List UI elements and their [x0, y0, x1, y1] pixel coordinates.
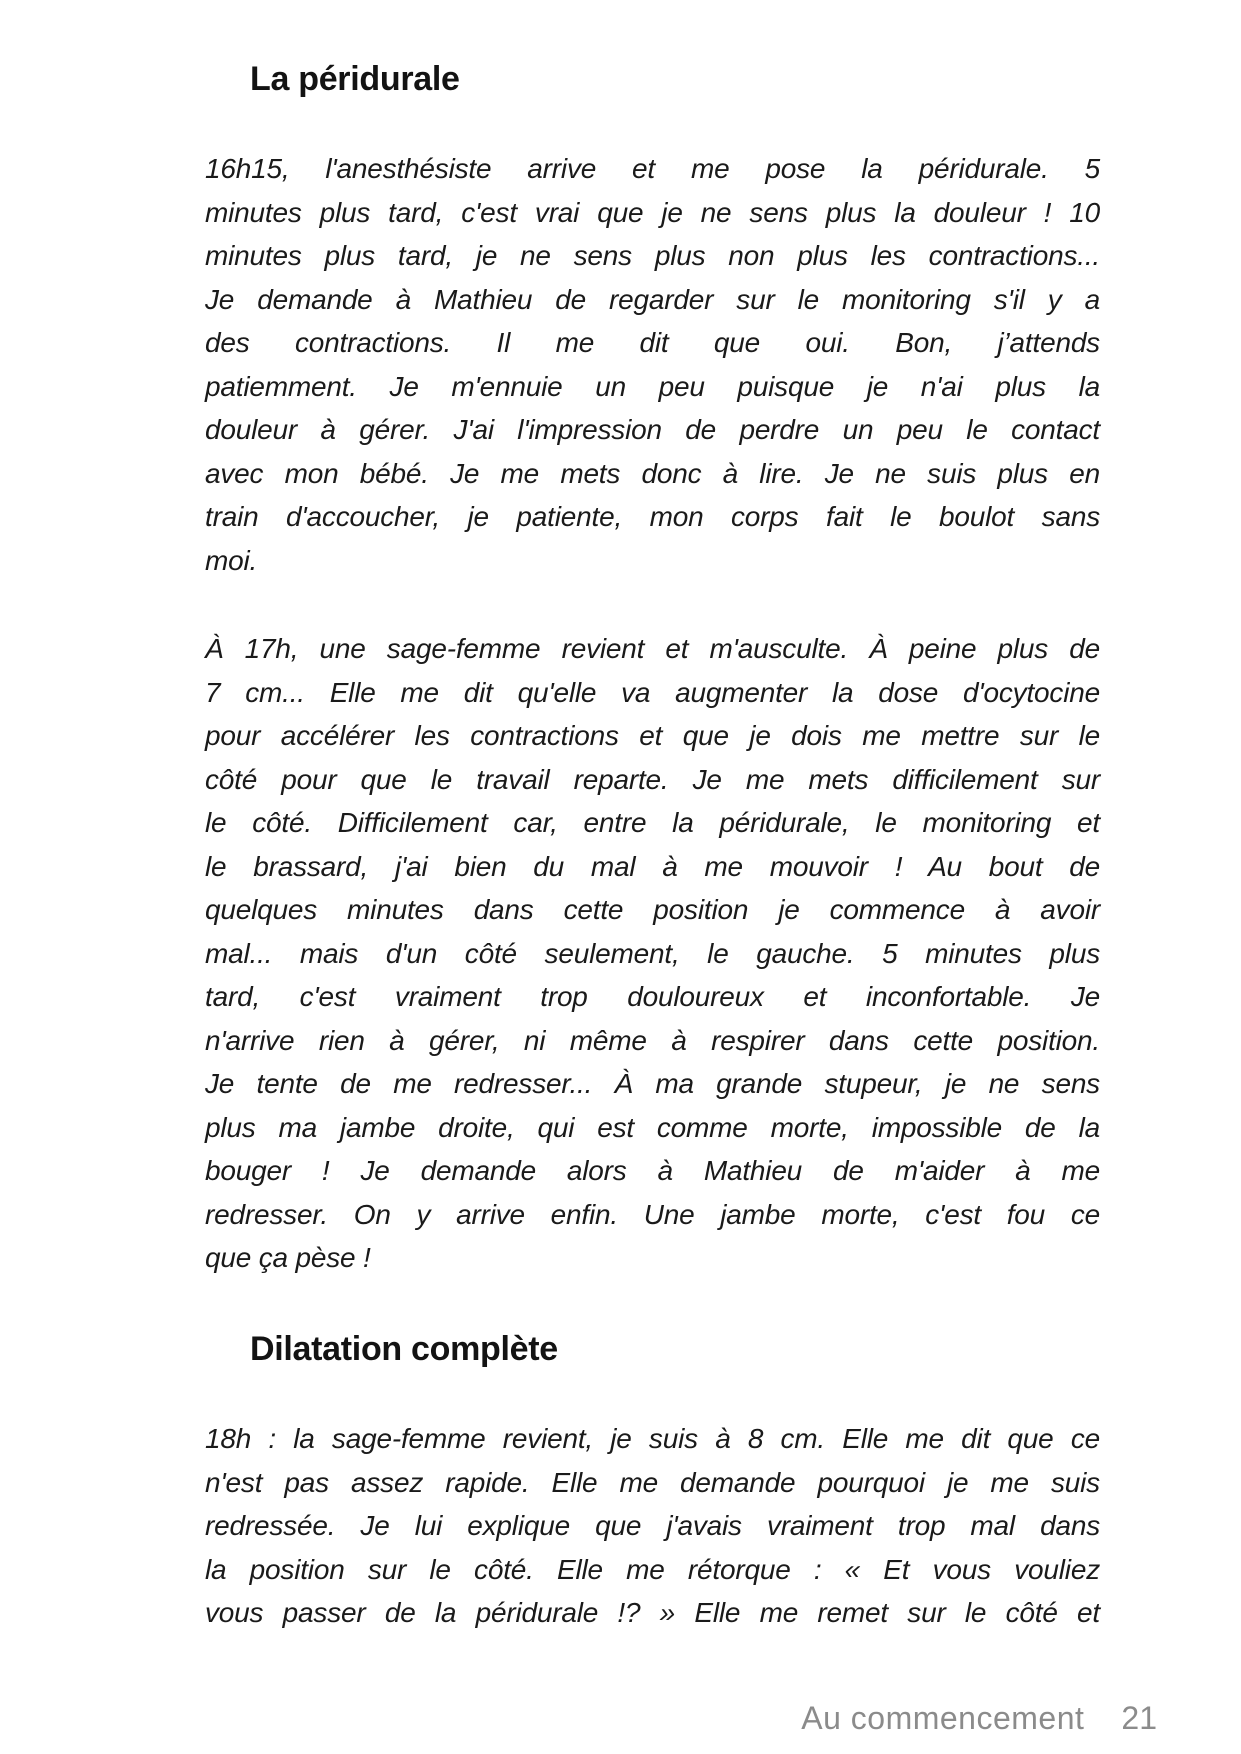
text-line: bouger ! Je demande alors à Mathieu de m'aider à me [205, 1155, 1100, 1186]
text-line: redresser. On y arrive enfin. Une jambe morte, c'est fou ce [205, 1198, 1100, 1230]
text-line: pour accélérer les contractions et que je dois me mettre sur le [205, 720, 1100, 751]
text-line: moi. [205, 544, 258, 576]
text-line: train d'accoucher, je patiente, mon corps fait le boulot sans [205, 501, 1100, 532]
text-line: 18h : la sage-femme revient, je suis à 8 cm. Elle me dit que ce [205, 1423, 1100, 1454]
text-line: tard, c'est vraiment trop douloureux et inconfortable. Je [205, 981, 1100, 1012]
text-line: Je tente de me redresser... À ma grande stupeur, je ne sens [205, 1068, 1100, 1099]
text-line: n'arrive rien à gérer, ni même à respirer dans cette position. [205, 1024, 1100, 1056]
text-line: 7 cm... Elle me dit qu'elle va augmenter la dose d'ocytocine [205, 676, 1100, 708]
text-line: plus ma jambe droite, qui est comme morte, impossible de la [205, 1111, 1100, 1143]
text-line: À 17h, une sage-femme revient et m'ausculte. À peine plus de [205, 633, 1100, 664]
page-footer [801, 1700, 1157, 1736]
section-heading-dilatation-complete: Dilatation complète [250, 1330, 558, 1368]
text-line: mal... mais d'un côté seulement, le gauche. 5 minutes plus [205, 937, 1100, 969]
text-line: 16h15, l'anesthésiste arrive et me pose la péridurale. 5 [205, 153, 1100, 184]
paragraph-epidural [205, 147, 1100, 582]
paragraph-18h [205, 1417, 1100, 1635]
text-line: patiemment. Je m'ennuie un peu puisque je n'ai plus la [205, 370, 1100, 402]
text-line: le brassard, j'ai bien du mal à me mouvoir ! Au bout de [205, 850, 1100, 882]
text-line: côté pour que le travail reparte. Je me mets difficilement sur [205, 763, 1100, 795]
text-line: vous passer de la péridurale !? » Elle me remet sur le côté et [205, 1597, 1100, 1628]
text-line: des contractions. Il me dit que oui. Bon, j’attends [205, 327, 1100, 358]
text-line: minutes plus tard, je ne sens plus non plus les contractions... [205, 240, 1100, 271]
text-line: n'est pas assez rapide. Elle me demande pourquoi je me suis [205, 1466, 1100, 1498]
text-line: redressée. Je lui explique que j'avais vraiment trop mal dans [205, 1510, 1100, 1541]
text-line: la position sur le côté. Elle me rétorque : « Et vous vouliez [205, 1553, 1100, 1585]
text-line: quelques minutes dans cette position je commence à avoir [205, 894, 1100, 925]
running-chapter-title: Au commencement [801, 1700, 1085, 1736]
section-heading-la-peridurale: La péridurale [250, 60, 460, 98]
text-line: que ça pèse ! [205, 1242, 371, 1273]
text-line: douleur à gérer. J'ai l'impression de perdre un peu le contact [205, 414, 1100, 445]
text-line: avec mon bébé. Je me mets donc à lire. Je ne suis plus en [205, 457, 1100, 489]
text-line: le côté. Difficilement car, entre la péridurale, le monitoring et [205, 807, 1100, 838]
text-line: minutes plus tard, c'est vrai que je ne sens plus la douleur ! 10 [205, 196, 1100, 228]
text-line: Je demande à Mathieu de regarder sur le monitoring s'il y a [205, 283, 1100, 315]
paragraph-17h [205, 627, 1100, 1280]
page-number: 21 [1121, 1700, 1157, 1736]
